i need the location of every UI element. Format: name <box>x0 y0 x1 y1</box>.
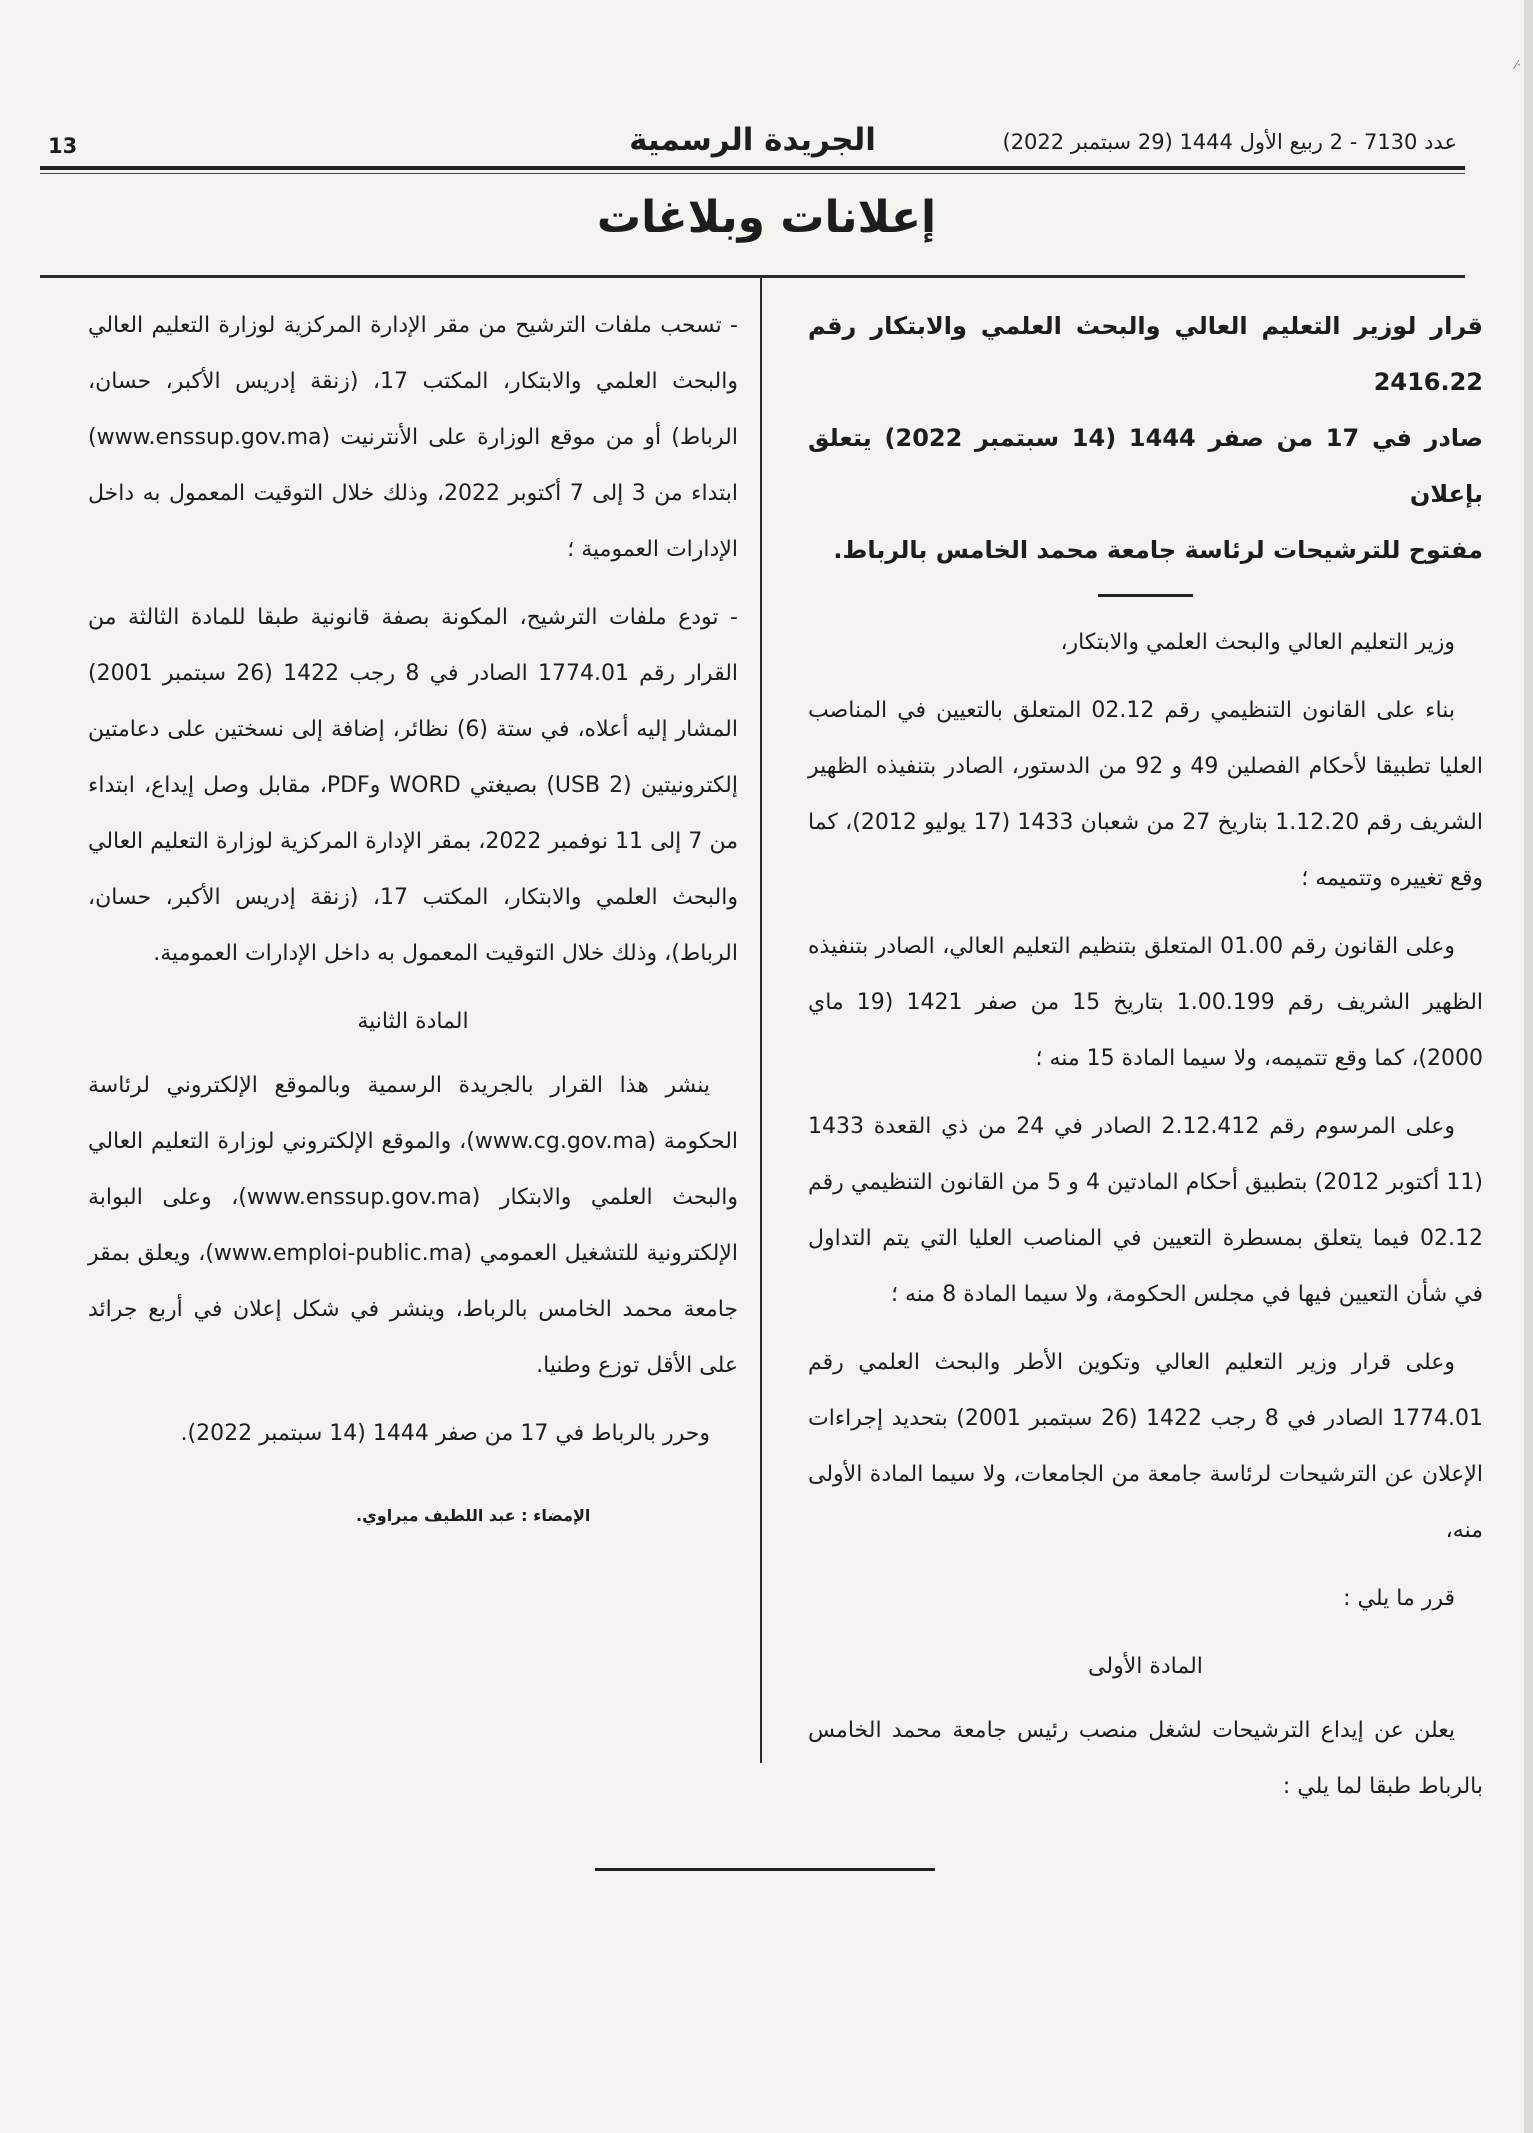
article-2-heading: المادة الثانية <box>357 1009 469 1034</box>
done-at-line: وحرر بالرباط في 17 من صفر 1444 (14 سبتمبر 2022). <box>180 1421 710 1446</box>
page-number: 13 <box>48 134 78 158</box>
header-rule-thick <box>40 166 1465 170</box>
header-rule-thin <box>40 173 1465 174</box>
column-divider <box>760 278 762 1763</box>
scan-mark: ·⁄ <box>1515 58 1521 72</box>
article-1-text: يعلن عن إيداع الترشيحات لشغل منصب رئيس جامعة محمد الخامس بالرباط طبقا لما يلي : <box>808 1718 1483 1799</box>
decree-title-line-1: قرار لوزير التعليم العالي والبحث العلمي والابتكار رقم 2416.22 <box>808 312 1483 396</box>
end-rule <box>595 1868 935 1871</box>
bullet-paragraph-1: - تسحب ملفات الترشيح من مقر الإدارة المركزية لوزارة التعليم العالي والبحث العلمي والابتكار، المكتب 17، (زنقة إدريس الأكبر، حسان، الرباط) أو من موقع الوزارة على الأنترنيت (www.enssup.gov.ma) ابتداء من 3 إلى 7 أكتوبر 2022، وذلك خلال التوقيت المعمول به داخل الإدارات العمومية ؛ <box>88 313 738 562</box>
decree-title <box>808 298 1483 578</box>
preamble-paragraph-2: وعلى القانون رقم 01.00 المتعلق بتنظيم التعليم العالي، الصادر بتنفيذه الظهير الشريف رقم 1.00.199 بتاريخ 15 من صفر 1421 (19 ماي 2000)، كما وقع تتميمه، ولا سيما المادة 15 منه ؛ <box>808 934 1484 1071</box>
bullet-paragraph-2: - تودع ملفات الترشيح، المكونة بصفة قانونية طبقا للمادة الثالثة من القرار رقم 1774.01 الصادر في 8 رجب 1422 (26 سبتمبر 2001) المشار إليه أعلاه، في ستة (6) نظائر، إضافة إلى نسختين على دعامتين إلكترونيتين (2 USB) بصيغتي WORD وPDF، مقابل وصل إيداع، ابتداء من 7 إلى 11 نوفمبر 2022، بمقر الإدارة المركزية لوزارة التعليم العالي والبحث العلمي والابتكار، المكتب 17، (زنقة إدريس الأكبر، حسان، الرباط)، وذلك خلال التوقيت المعمول به داخل الإدارات العمومية. <box>88 605 739 966</box>
issue-info: عدد 7130 - 2 ربيع الأول 1444 (29 سبتمبر 2022) <box>1002 130 1457 154</box>
section-title: إعلانات وبلاغات <box>596 192 937 243</box>
page-header <box>40 118 1465 168</box>
left-column <box>88 298 738 1556</box>
columns-top-rule <box>40 275 1465 278</box>
scan-edge <box>1524 0 1533 2133</box>
signature: الإمضاء : عبد اللطيف ميراوي. <box>356 1506 591 1525</box>
decree-title-line-2: صادر في 17 من صفر 1444 (14 سبتمبر 2022) يتعلق بإعلان <box>808 424 1484 508</box>
decree-title-line-3: مفتوح للترشيحات لرئاسة جامعة محمد الخامس بالرباط. <box>833 536 1483 564</box>
decides-line: قرر ما يلي : <box>1343 1586 1455 1611</box>
minister-line: وزير التعليم العالي والبحث العلمي والابتكار، <box>1060 630 1455 655</box>
preamble-paragraph-1: بناء على القانون التنظيمي رقم 02.12 المتعلق بالتعيين في المناصب العليا تطبيقا لأحكام الفصلين 49 و 92 من الدستور، الصادر بتنفيذه الظهير الشريف رقم 1.12.20 بتاريخ 27 من شعبان 1433 (17 يوليو 2012)، كما وقع تغييره وتتميمه ؛ <box>808 698 1484 891</box>
article-2-text: ينشر هذا القرار بالجريدة الرسمية وبالموقع الإلكتروني لرئاسة الحكومة (www.cg.gov.ma)، والموقع الإلكتروني لوزارة التعليم العالي والبحث العلمي والابتكار (www.enssup.gov.ma)، وعلى البوابة الإلكترونية للتشغيل العمومي (www.emploi-public.ma)، ويعلق بمقر جامعة محمد الخامس بالرباط، وينشر في شكل إعلان في أربع جرائد على الأقل توزع وطنيا. <box>88 1073 739 1378</box>
right-column <box>808 298 1483 1827</box>
journal-title: الجريدة الرسمية <box>629 122 876 158</box>
article-1-heading: المادة الأولى <box>1088 1654 1203 1679</box>
preamble-paragraph-3: وعلى المرسوم رقم 2.12.412 الصادر في 24 من ذي القعدة 1433 (11 أكتوبر 2012) بتطبيق أحكام المادتين 4 و 5 من القانون التنظيمي رقم 02.12 فيما يتعلق بمسطرة التعيين في المناصب العليا التي يتم التداول في شأن التعيين فيها في مجلس الحكومة، ولا سيما المادة 8 منه ؛ <box>808 1114 1483 1307</box>
preamble-paragraph-4: وعلى قرار وزير التعليم العالي وتكوين الأطر والبحث العلمي رقم 1774.01 الصادر في 8 رجب 1422 (26 سبتمبر 2001) بتحديد إجراءات الإعلان عن الترشيحات لرئاسة جامعة من الجامعات، ولا سيما المادة الأولى منه، <box>808 1350 1484 1543</box>
title-separator <box>1098 594 1193 597</box>
